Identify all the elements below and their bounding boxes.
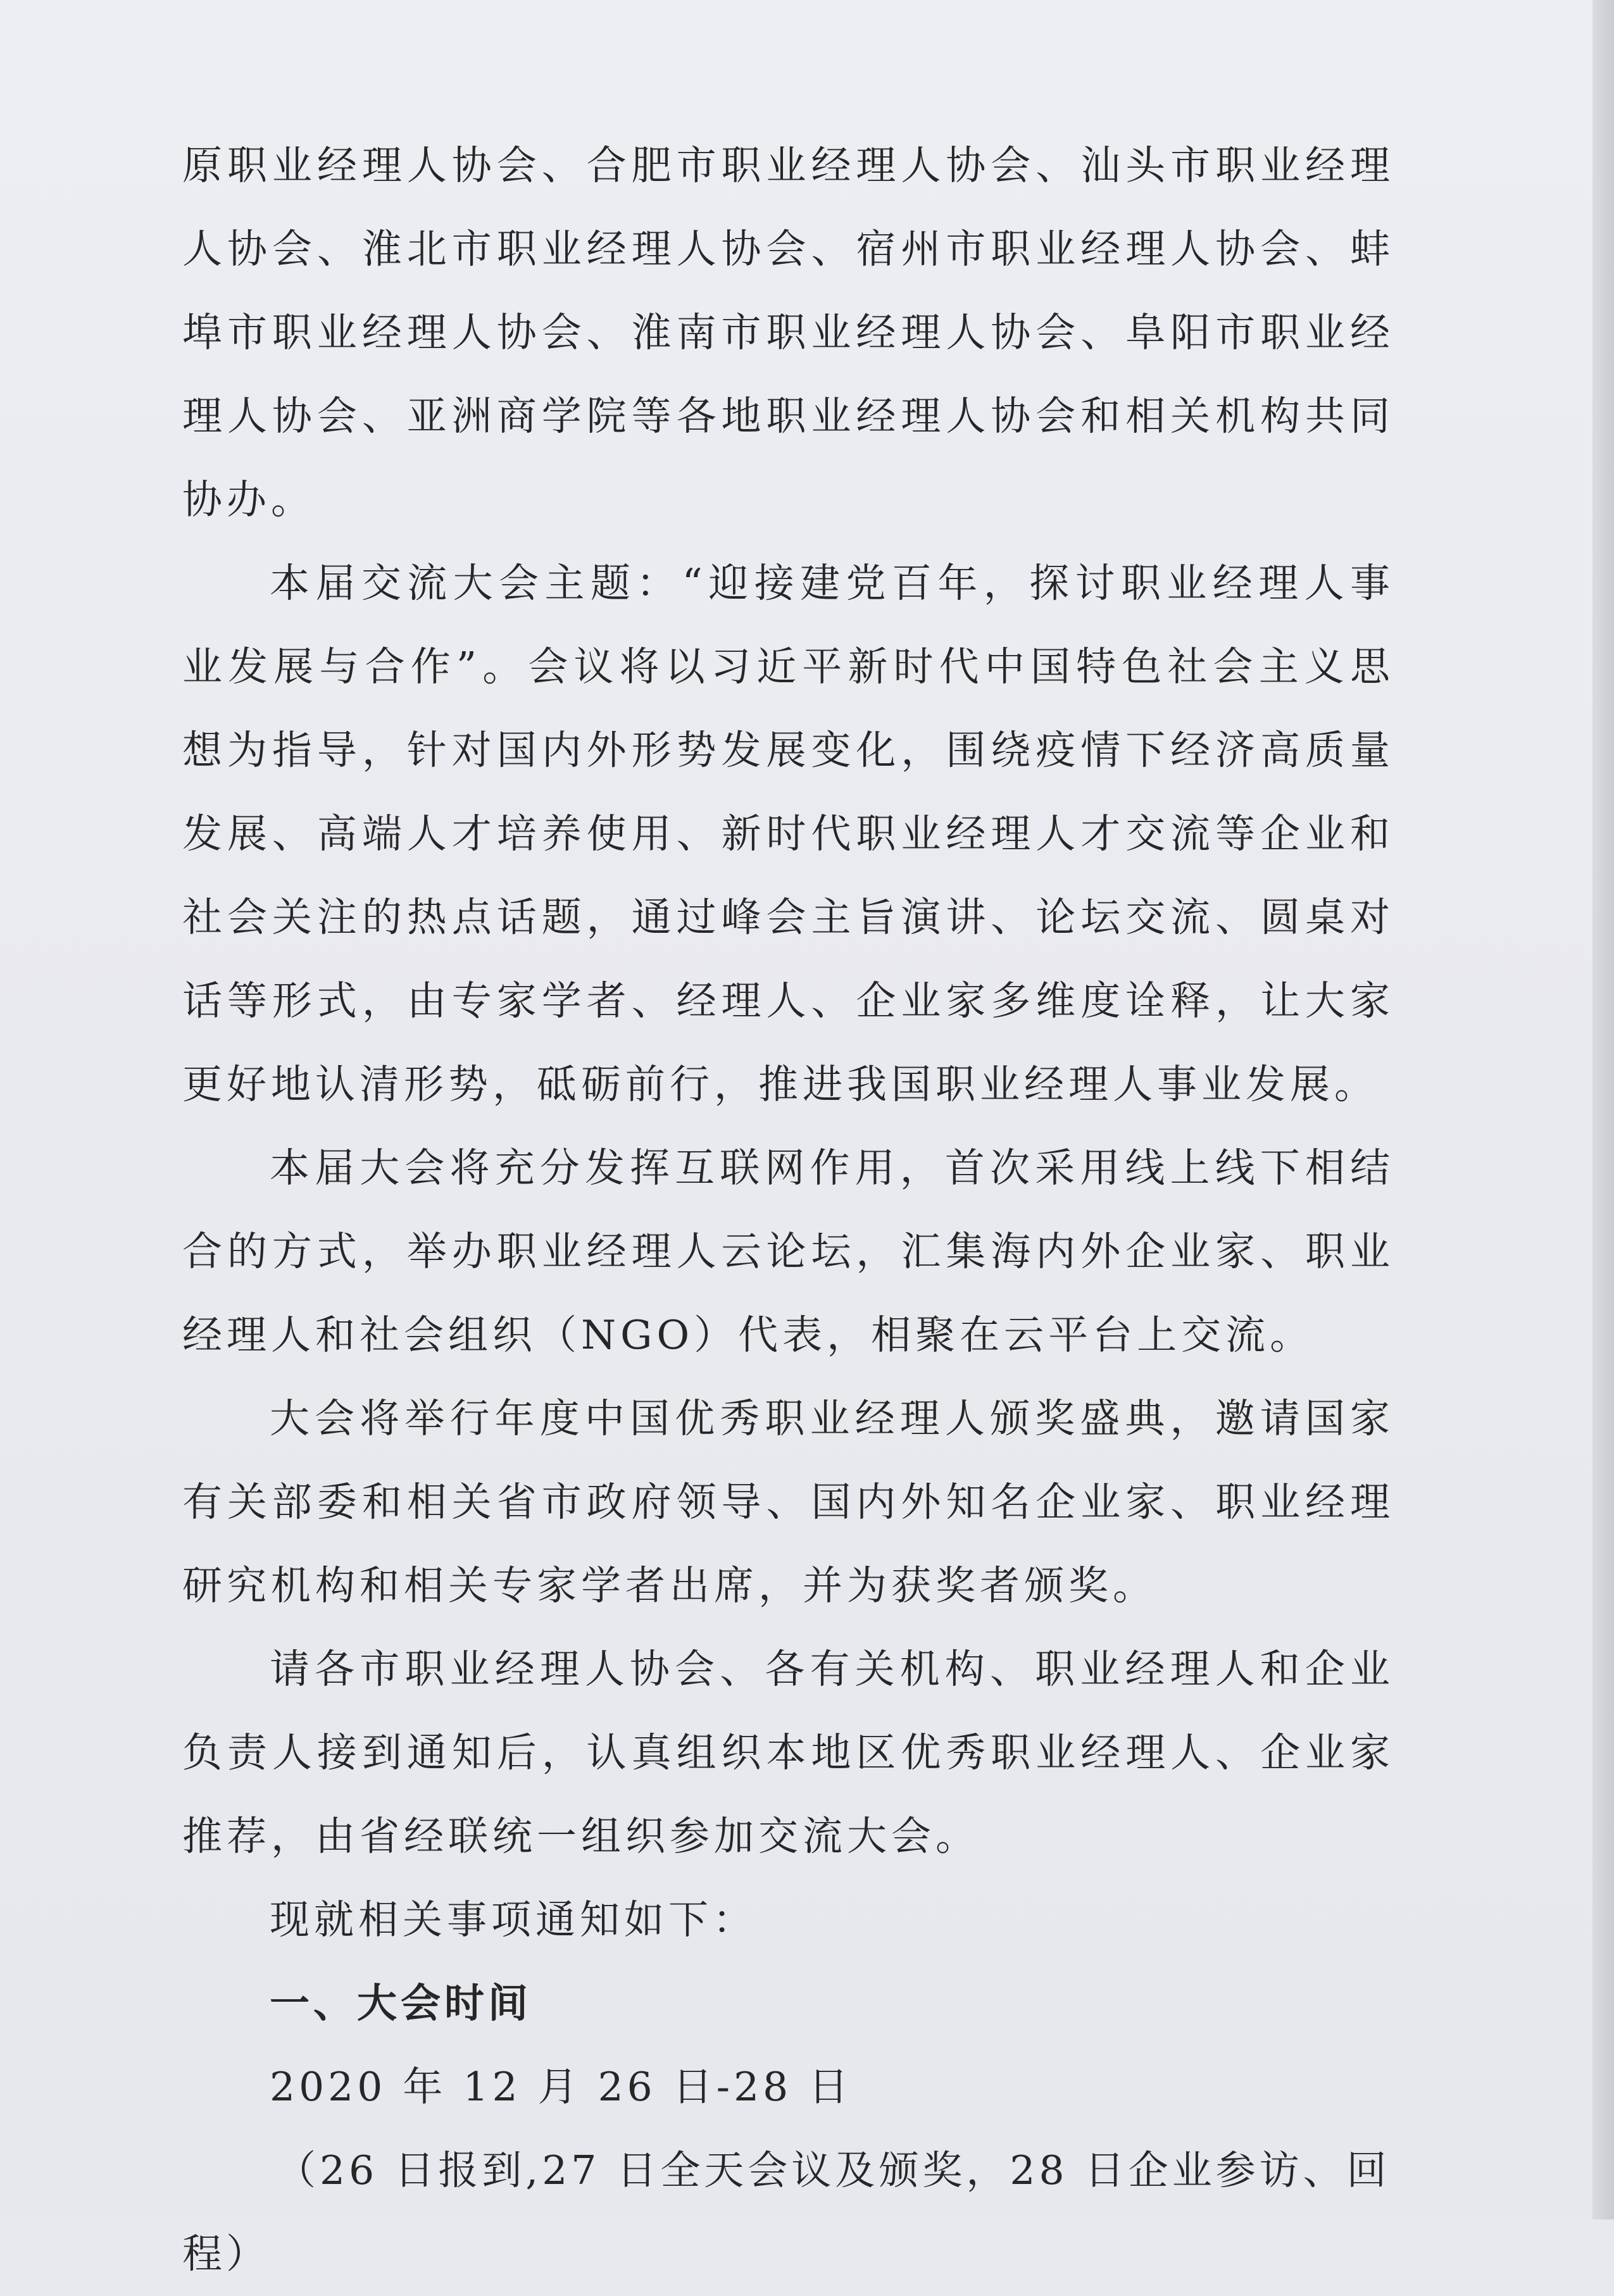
section-heading-time: 一、大会时间 <box>270 1980 532 2026</box>
paragraph-co-organizers: 原职业经理人协会、合肥市职业经理人协会、汕头市职业经理人协会、淮北市职业经理人协会、宿州市职业经理人协会、蚌埠市职业经理人协会、淮南市职业经理人协会、阜阳市职业经理人协会、亚洲商学院等各地职业经理人协会和相关机构共同协办。 <box>182 142 1394 523</box>
paragraph-notice-intro: 现就相关事项通知如下： <box>270 1897 757 1943</box>
conference-date: 2020 年 12 月 26 日-28 日 <box>270 2064 853 2110</box>
paragraph-award-ceremony: 大会将举行年度中国优秀职业经理人颁奖盛典，邀请国家有关部委和相关省市政府领导、国内外知名企业家、职业经理研究机构和相关专家学者出席，并为获奖者颁奖。 <box>182 1395 1394 1609</box>
page-edge-shadow <box>1592 0 1614 2219</box>
conference-schedule: （26 日报到,27 日全天会议及颁奖，28 日企业参访、回程） <box>182 2147 1391 2277</box>
paragraph-online-format: 本届大会将充分发挥互联网作用，首次采用线上线下相结合的方式，举办职业经理人云论坛，汇集海内外企业家、职业经理人和社会组织（NGO）代表，相聚在云平台上交流。 <box>182 1145 1394 1358</box>
paragraph-request: 请各市职业经理人协会、各有关机构、职业经理人和企业负责人接到通知后，认真组织本地区优秀职业经理人、企业家推荐，由省经联统一组织参加交流大会。 <box>182 1646 1394 1859</box>
document-body <box>182 124 1394 2296</box>
paragraph-theme: 本届交流大会主题：“迎接建党百年，探讨职业经理人事业发展与合作”。会议将以习近平新时代中国特色社会主义思想为指导，针对国内外形势发展变化，围绕疫情下经济高质量发展、高端人才培养使用、新时代职业经理人才交流等企业和社会关注的热点话题，通过峰会主旨演讲、论坛交流、圆桌对话等形式，由专家学者、经理人、企业家多维度诠释，让大家更好地认清形势，砥砺前行，推进我国职业经理人事业发展。 <box>182 560 1394 1107</box>
